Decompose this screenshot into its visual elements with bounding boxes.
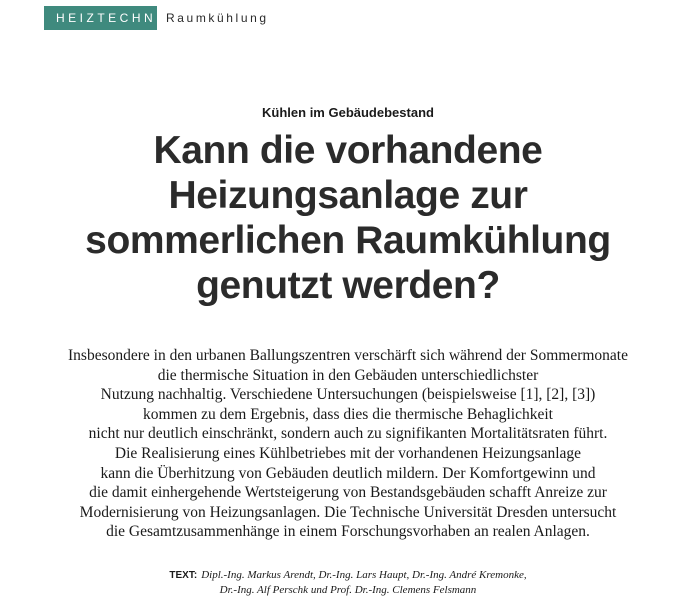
credits-authors: Dipl.-Ing. Markus Arendt, Dr.-Ing. Lars Haupt, Dr.-Ing. André Kremonke, bbox=[201, 569, 527, 581]
lead-line: kommen zu dem Ergebnis, dass dies die thermische Behaglichkeit bbox=[143, 405, 553, 423]
title-line: Kann die vorhandene bbox=[153, 129, 543, 172]
section-topic: Raumkühlung bbox=[166, 11, 269, 25]
article-title bbox=[0, 128, 696, 308]
lead-line: Insbesondere in den urbanen Ballungszentren verschärft sich während der Sommermonate bbox=[68, 347, 628, 364]
article-lead bbox=[0, 346, 696, 542]
title-line: sommerlichen Raumkühlung bbox=[85, 219, 611, 262]
lead-line: nicht nur deutlich einschränkt, sondern auch zu signifikanten Mortalitätsraten führt. bbox=[88, 425, 608, 443]
lead-line: Nutzung nachhaltig. Verschiedene Untersuchungen (beispielsweise [1], [2], [3]) bbox=[100, 386, 596, 404]
lead-line: die thermische Situation in den Gebäuden unterschiedlichster bbox=[157, 366, 539, 384]
article-kicker: Kühlen im Gebäudebestand bbox=[262, 105, 434, 120]
lead-line: die damit einhergehende Wertsteigerung von Bestandsgebäuden schafft Anreize zur bbox=[89, 484, 607, 502]
credits-line-1 bbox=[0, 568, 696, 583]
lead-line: Modernisierung von Heizungsanlagen. Die Technische Universität Dresden untersucht bbox=[79, 503, 617, 521]
lead-line: Die Realisierung eines Kühlbetriebes mit der vorhandenen Heizungsanlage bbox=[114, 444, 582, 462]
lead-line: kann die Überhitzung von Gebäuden deutlich mildern. Der Komfortgewinn und bbox=[100, 464, 596, 482]
section-tag: HEIZTECHNIK bbox=[44, 6, 157, 30]
author-credits bbox=[0, 568, 696, 597]
title-line: Heizungsanlage zur bbox=[168, 174, 528, 217]
section-header bbox=[44, 6, 269, 30]
credits-label: TEXT: bbox=[169, 570, 198, 581]
title-line: genutzt werden? bbox=[196, 264, 500, 307]
lead-line: die Gesamtzusammenhänge in einem Forschungsvorhaben an realen Anlagen. bbox=[106, 523, 590, 541]
credits-line-2: Dr.-Ing. Alf Perschk und Prof. Dr.-Ing. Clemens Felsmann bbox=[219, 584, 477, 596]
